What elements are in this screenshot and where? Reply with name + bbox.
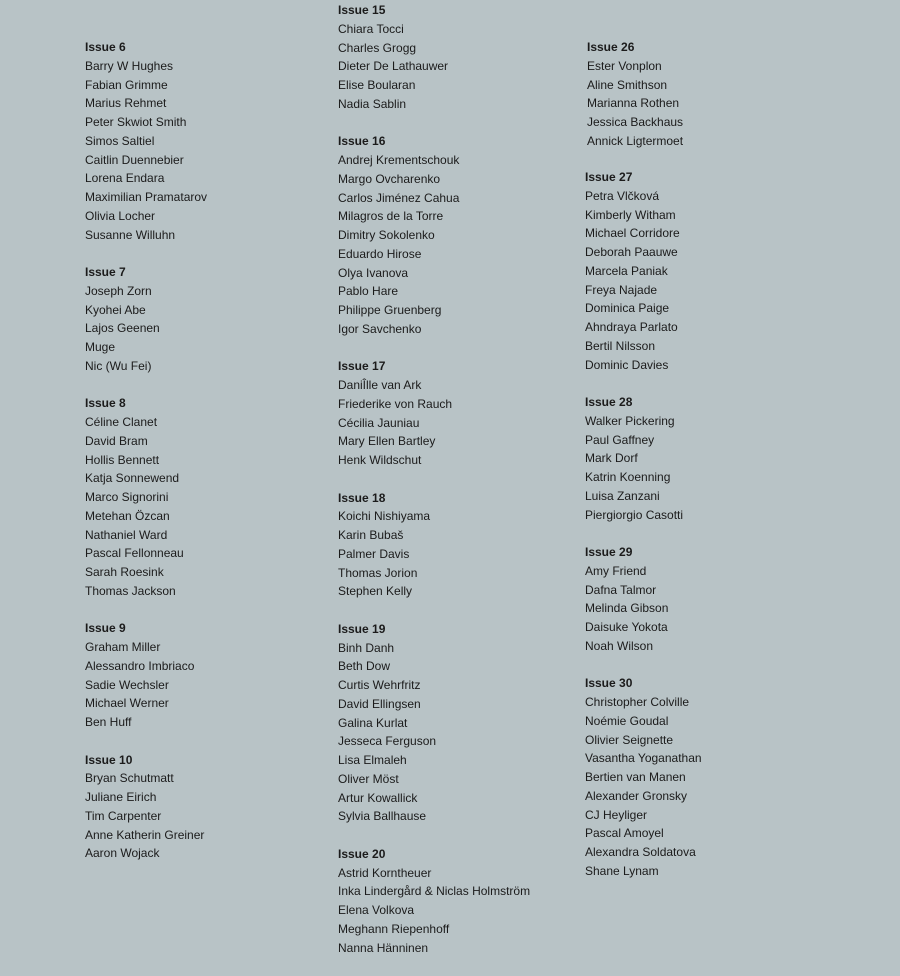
contributor-name: Nic (Wu Fei) [85, 358, 152, 373]
contributor-name: Igor Savchenko [338, 321, 422, 336]
contributor-name: Paul Gaffney [585, 432, 655, 447]
contributor-name: Jesseca Ferguson [338, 734, 437, 749]
contributor-name: Aline Smithson [587, 77, 668, 92]
issue-block [338, 1, 578, 114]
contributor-name: Kyohei Abe [85, 302, 146, 317]
issue-title: Issue 27 [585, 170, 633, 184]
contributor-name: Noémie Goudal [585, 713, 669, 728]
contributor-name: Katrin Koenning [585, 470, 671, 484]
contributor-name: Carlos Jiménez Cahua [338, 190, 460, 205]
issue-block [585, 543, 825, 656]
contributor-name: Olivier Seignette [585, 732, 674, 747]
contributor-name: Alexandra Soldatova [585, 845, 696, 859]
contributor-name: Kimberly Witham [585, 207, 676, 222]
contributor-name: Margo Ovcharenko [338, 171, 441, 186]
contributors-column-3-continued [585, 168, 825, 899]
contributor-name: Olya Ivanova [338, 265, 409, 280]
contributor-name: Oliver Möst [338, 771, 399, 786]
contributor-name: Elise Boularan [338, 78, 416, 92]
contributor-name: Karin Bubaš [338, 528, 404, 542]
issue-title: Issue 30 [585, 676, 633, 691]
contributor-name: Alexander Gronsky [585, 788, 688, 803]
contributor-name: Barry W Hughes [85, 58, 174, 73]
issue-block [338, 620, 578, 826]
contributor-name: Nanna Hänninen [338, 940, 429, 955]
contributor-name: Michael Corridore [585, 226, 680, 241]
issue-block [338, 489, 578, 602]
contributor-name: Anne Katherin Greiner [85, 827, 205, 842]
contributor-name: Sarah Roesink [85, 565, 164, 579]
issue-title: Issue 19 [338, 621, 386, 636]
issue-title: Issue 16 [338, 134, 386, 149]
issue-title: Issue 18 [338, 490, 386, 505]
contributor-name: Marcela Paniak [585, 263, 668, 278]
contributor-name: Dimitry Sokolenko [338, 228, 435, 242]
issue-block [585, 393, 825, 524]
contributor-name: Christopher Colville [585, 695, 690, 709]
contributor-name: Andrej Krementschouk [338, 153, 460, 167]
contributor-name: Koichi Nishiyama [338, 509, 431, 524]
contributor-name: Astrid Korntheuer [338, 865, 432, 880]
issue-block [585, 168, 825, 374]
contributor-name: DaniÎlle van Ark [338, 378, 422, 392]
contributor-name: Mary Ellen Bartley [338, 434, 436, 449]
issue-block [587, 38, 827, 151]
contributor-name: Milagros de la Torre [338, 209, 444, 224]
contributor-name: Ester Vonplon [587, 58, 662, 73]
contributor-name: Mark Dorf [585, 451, 638, 466]
contributor-name: Susanne Willuhn [85, 227, 176, 242]
contributor-name: Piergiorgio Casotti [585, 507, 684, 522]
issue-block [338, 845, 578, 958]
issue-title: Issue 6 [85, 40, 126, 54]
contributor-name: Joseph Zorn [85, 283, 152, 298]
contributor-name: Pascal Amoyel [585, 826, 664, 841]
contributor-name: Deborah Paauwe [585, 245, 678, 259]
contributor-name: Curtis Wehrfritz [338, 678, 421, 692]
contributor-name: Chiara Tocci [338, 21, 404, 36]
issue-block [85, 751, 325, 864]
contributor-name: Marius Rehmet [85, 96, 167, 111]
contributor-name: Elena Volkova [338, 903, 415, 917]
contributor-name: Henk Wildschut [338, 453, 422, 467]
contributor-name: Alessandro Imbriaco [85, 658, 195, 673]
contributor-name: Jessica Backhaus [587, 115, 684, 129]
issue-block [85, 263, 325, 376]
issue-title: Issue 29 [585, 545, 633, 559]
contributor-name: Marco Signorini [85, 490, 169, 504]
contributor-name: Juliane Eirich [85, 790, 157, 804]
issue-title: Issue 20 [338, 846, 386, 861]
contributor-name: Lisa Elmaleh [338, 753, 407, 767]
issue-block [338, 132, 578, 338]
contributor-name: Walker Pickering [585, 413, 675, 428]
contributor-name: Pascal Fellonneau [85, 546, 184, 561]
contributor-name: Hollis Bennett [85, 452, 160, 467]
contributor-name: Bertil Nilsson [585, 338, 656, 353]
contributors-column-2 [338, 1, 578, 976]
contributor-name: Sadie Wechsler [85, 677, 169, 692]
issue-title: Issue 15 [338, 3, 386, 17]
contributor-name: Olivia Locher [85, 208, 156, 223]
contributor-name: Dafna Talmor [585, 582, 657, 597]
issue-title: Issue 7 [85, 265, 126, 279]
contributor-name: Stephen Kelly [338, 584, 413, 599]
contributor-name: CJ Heyliger [585, 807, 648, 822]
issue-title: Issue 26 [587, 40, 635, 54]
contributor-name: Metehan Özcan [85, 508, 170, 523]
contributor-name: Simos Saltiel [85, 133, 155, 148]
contributor-name: Inka Lindergård & Niclas Holmström [338, 884, 531, 899]
issue-title: Issue 9 [85, 621, 126, 636]
contributor-name: Luisa Zanzani [585, 488, 660, 503]
contributor-name: Bryan Schutmatt [85, 771, 174, 786]
contributor-name: Nathaniel Ward [85, 527, 168, 542]
contributor-name: Peter Skwiot Smith [85, 115, 187, 129]
contributor-name: Muge [85, 340, 116, 354]
contributor-name: Marianna Rothen [587, 96, 680, 111]
contributor-name: Dieter De Lathauwer [338, 59, 449, 74]
contributor-name: Artur Kowallick [338, 790, 418, 805]
contributor-name: Graham Miller [85, 640, 161, 654]
contributor-name: Meghann Riepenhoff [338, 921, 450, 936]
issue-block [85, 394, 325, 600]
contributor-name: Maximilian Pramatarov [85, 190, 208, 204]
issue-title: Issue 17 [338, 359, 386, 374]
contributor-name: Daisuke Yokota [585, 620, 668, 634]
contributor-name: Nadia Sablin [338, 96, 407, 111]
contributor-name: Cécilia Jauniau [338, 415, 420, 430]
contributor-name: Philippe Gruenberg [338, 303, 442, 317]
contributor-name: Freya Najade [585, 282, 658, 297]
issue-title: Issue 28 [585, 395, 633, 409]
contributors-column-3 [587, 38, 827, 169]
contributor-name: Aaron Wojack [85, 846, 160, 861]
contributor-name: Petra Vlčková [585, 188, 660, 203]
issue-block [85, 619, 325, 732]
contributor-name: Thomas Jackson [85, 583, 176, 598]
contributor-name: Amy Friend [585, 563, 647, 578]
contributor-name: Thomas Jorion [338, 565, 418, 580]
contributors-column-1 [85, 38, 325, 882]
contributor-name: Friederike von Rauch [338, 396, 453, 411]
issue-block [338, 357, 578, 470]
issue-block [585, 674, 825, 880]
contributor-name: Ben Huff [85, 715, 132, 729]
contributor-name: David Bram [85, 433, 148, 448]
contributor-name: Eduardo Hirose [338, 246, 422, 261]
contributor-name: Beth Dow [338, 659, 391, 674]
contributor-name: Vasantha Yoganathan [585, 751, 702, 766]
issue-block [85, 38, 325, 244]
contributor-name: Palmer Davis [338, 546, 410, 561]
contributor-name: Lajos Geenen [85, 321, 160, 336]
contributor-name: Charles Grogg [338, 40, 417, 55]
issue-title: Issue 10 [85, 752, 133, 767]
contributor-name: Annick Ligtermoet [587, 133, 684, 148]
contributor-name: Binh Danh [338, 640, 395, 655]
contributor-name: David Ellingsen [338, 696, 421, 711]
contributor-name: Tim Carpenter [85, 808, 162, 823]
contributor-name: Dominic Davies [585, 357, 669, 372]
contributor-name: Lorena Endara [85, 171, 165, 186]
contributor-name: Ahndraya Parlato [585, 320, 678, 334]
contributor-name: Dominica Paige [585, 301, 670, 316]
contributor-name: Fabian Grimme [85, 77, 168, 92]
contributor-name: Caitlin Duennebier [85, 152, 184, 167]
contributor-name: Michael Werner [85, 696, 169, 711]
contributor-name: Céline Clanet [85, 415, 158, 429]
contributor-name: Melinda Gibson [585, 601, 669, 616]
contributor-name: Shane Lynam [585, 863, 659, 878]
contributor-name: Noah Wilson [585, 638, 654, 653]
contributor-name: Galina Kurlat [338, 715, 408, 730]
issue-title: Issue 8 [85, 396, 126, 411]
contributor-name: Bertien van Manen [585, 770, 686, 784]
contributor-name: Pablo Hare [338, 284, 399, 299]
contributor-name: Sylvia Ballhause [338, 809, 427, 824]
contributor-name: Katja Sonnewend [85, 471, 180, 486]
